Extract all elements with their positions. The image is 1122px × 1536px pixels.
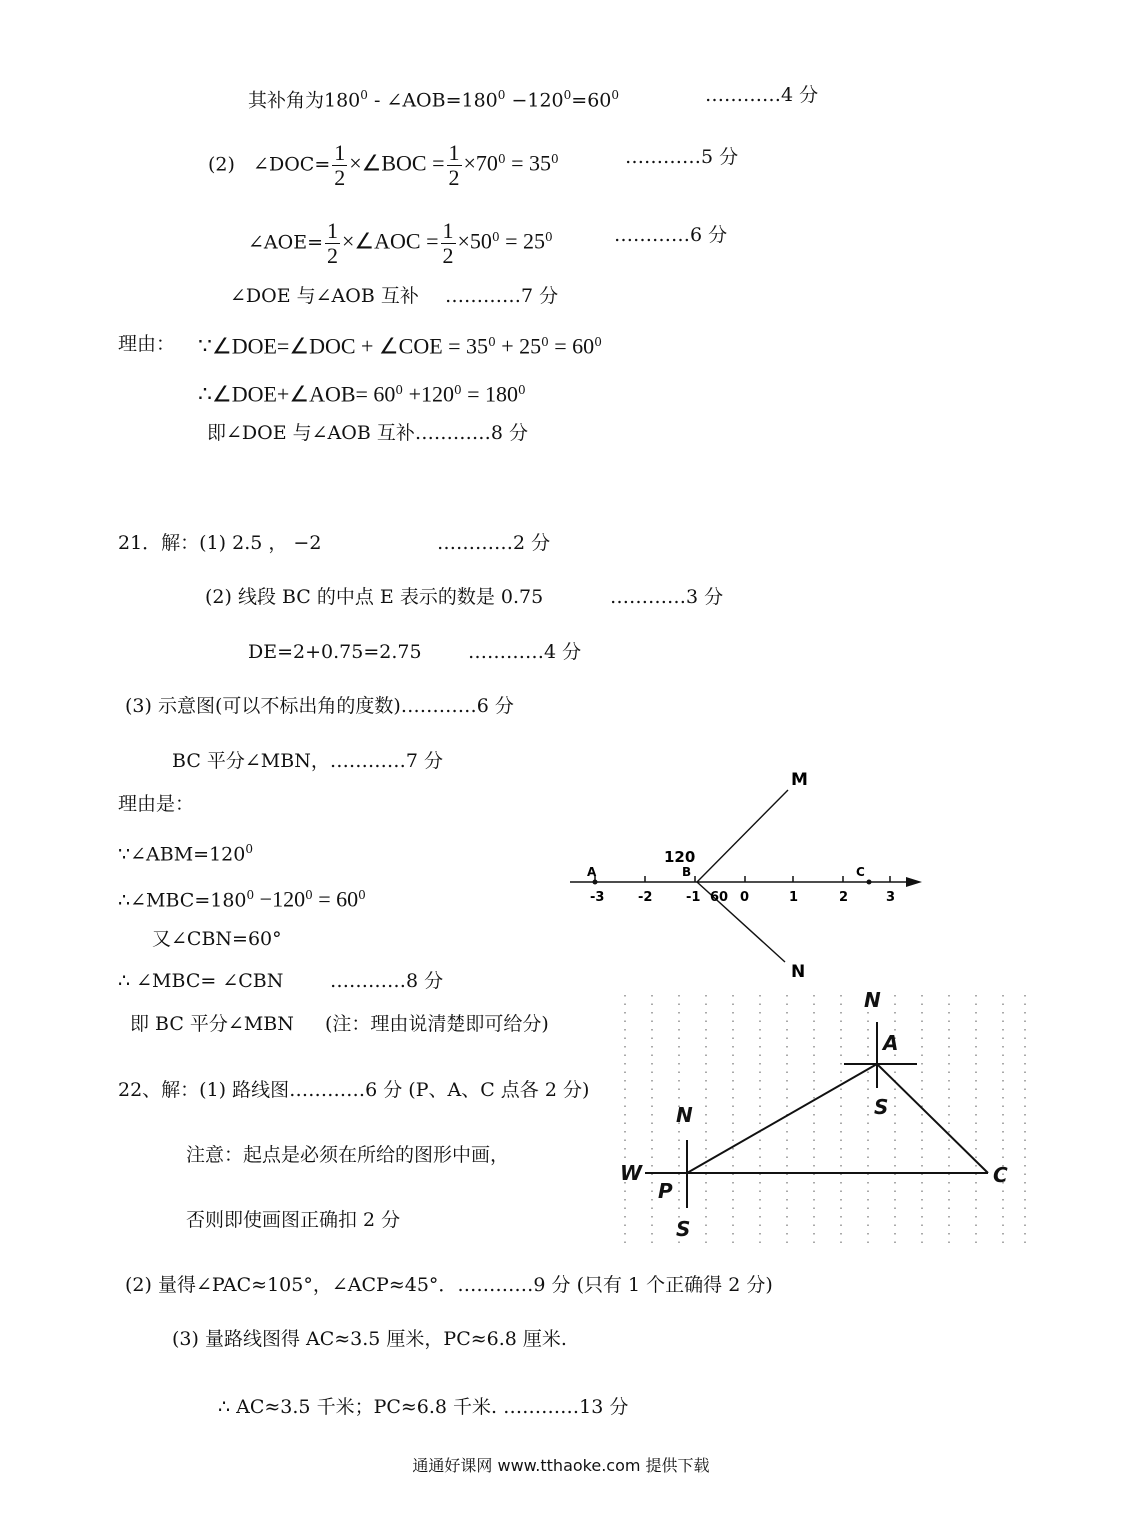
tick-label-2: 2 [839, 890, 849, 905]
route-label-n-p: N [676, 1103, 693, 1127]
route-label-p: P [658, 1179, 673, 1203]
q21-abm: $\because\angle ABM=120^0$ [118, 842, 253, 866]
route-label-s-p: S [676, 1217, 691, 1241]
q21-equal: ∴ ∠MBC= ∠CBN [118, 970, 284, 992]
fraction-half: $\frac{1}{2}$ [442, 217, 454, 268]
line-aoe: ∠AOE= $\frac{1}{2}$ ×∠AOC = $\frac{1}{2}$ $\times 50^0 = 25^0$ [248, 217, 553, 268]
number-line-diagram [560, 765, 940, 985]
q21-final: 即 BC 平分∠MBN [130, 1013, 294, 1035]
q21-mbc: $\therefore\angle MBC=180^0 -120^0 = 60^0$ [118, 886, 366, 912]
q21-score-2: …………2 分 [437, 532, 551, 554]
footer: 通通好课网 www.tthaoke.com 提供下载 [412, 1456, 710, 1475]
tick-label-3: 3 [886, 890, 896, 905]
line-doe-sum: ∵∠DOE=∠DOC + ∠COE = $35^0 + 25^0 = 60^0$ [198, 333, 602, 359]
route-label-n-top: N [864, 990, 881, 1012]
q21-bisect: BC 平分∠MBN，…………7 分 [172, 750, 443, 772]
tick-label-neg1: -1 [686, 890, 701, 905]
line-supplement: 其补角为$180^0$ - $\angle AOB=180^0 -120^0=60^0$ [248, 88, 620, 112]
route-label-c: C [993, 1163, 1008, 1187]
q22-result: ∴ AC≈3.5 千米；PC≈6.8 千米. …………13 分 [218, 1396, 629, 1418]
fraction-half: $\frac{1}{2}$ [334, 139, 346, 190]
line-therefore-sum: ∴∠DOE+∠AOB= $60^0 +120^0 = 180^0$ [198, 381, 526, 407]
route-diagram [610, 990, 1030, 1255]
route-label-a: A [883, 1031, 899, 1055]
q21-part2: (2) 线段 BC 的中点 E 表示的数是 0.75 [205, 586, 544, 608]
point-label-c: C [856, 865, 865, 879]
score-5: …………5 分 [625, 146, 739, 168]
point-label-m: M [791, 770, 808, 790]
point-label-a: A [587, 865, 597, 879]
q22-note2: 否则即使画图正确扣 2 分 [186, 1209, 401, 1231]
tick-label-neg2: -2 [638, 890, 653, 905]
line-doc: (2) ∠DOC= $\frac{1}{2}$ ×∠BOC = $\frac{1}{2}$ $\times 70^0 = 35^0$ [208, 139, 559, 190]
line-conclusion-8: 即∠DOE 与∠AOB 互补…………8 分 [207, 422, 528, 444]
q21-part3: (3) 示意图(可以不标出角的度数)…………6 分 [125, 695, 514, 717]
angle-label-60: 60 [710, 890, 729, 905]
point-label-n: N [791, 962, 806, 982]
score-7: …………7 分 [445, 285, 559, 307]
fraction-half: $\frac{1}{2}$ [327, 217, 339, 268]
tick-label-neg3: -3 [590, 890, 605, 905]
line-complement: ∠DOE 与∠AOB 互补 [230, 285, 419, 307]
q21-cbn: 又∠CBN=60° [152, 928, 282, 950]
q21-score-8: …………8 分 [330, 970, 444, 992]
q21-de: DE=2+0.75=2.75 [248, 641, 422, 663]
score-6: …………6 分 [614, 224, 728, 246]
score-4: …………4 分 [705, 84, 819, 106]
q22-note1: 注意：起点是必须在所给的图形中画， [186, 1144, 510, 1166]
tick-label-1: 1 [789, 890, 799, 905]
q21-score-3: …………3 分 [610, 586, 724, 608]
q22-part3: (3) 量路线图得 AC≈3.5 厘米，PC≈6.8 厘米. [172, 1328, 567, 1350]
line-reason-label: 理由： [118, 333, 176, 355]
q21-note: (注：理由说清楚即可给分) [325, 1013, 549, 1035]
q21-score-4: …………4 分 [468, 641, 582, 663]
angle-label-120: 120 [664, 848, 696, 866]
route-label-s-a: S [874, 1095, 889, 1119]
point-label-b: B [682, 865, 692, 879]
q22-part1: 22、解：(1) 路线图…………6 分 (P、A、C 点各 2 分) [118, 1079, 590, 1101]
q21-reason: 理由是： [118, 793, 195, 815]
tick-label-0: 0 [740, 890, 750, 905]
q22-part2: (2) 量得∠PAC≈105°，∠ACP≈45°．…………9 分 (只有 1 个正确得 2 分) [125, 1274, 773, 1296]
route-label-w: W [620, 1161, 643, 1185]
q21-part1: 21．解：(1) 2.5 ， −2 [118, 532, 322, 554]
fraction-half: $\frac{1}{2}$ [448, 139, 460, 190]
